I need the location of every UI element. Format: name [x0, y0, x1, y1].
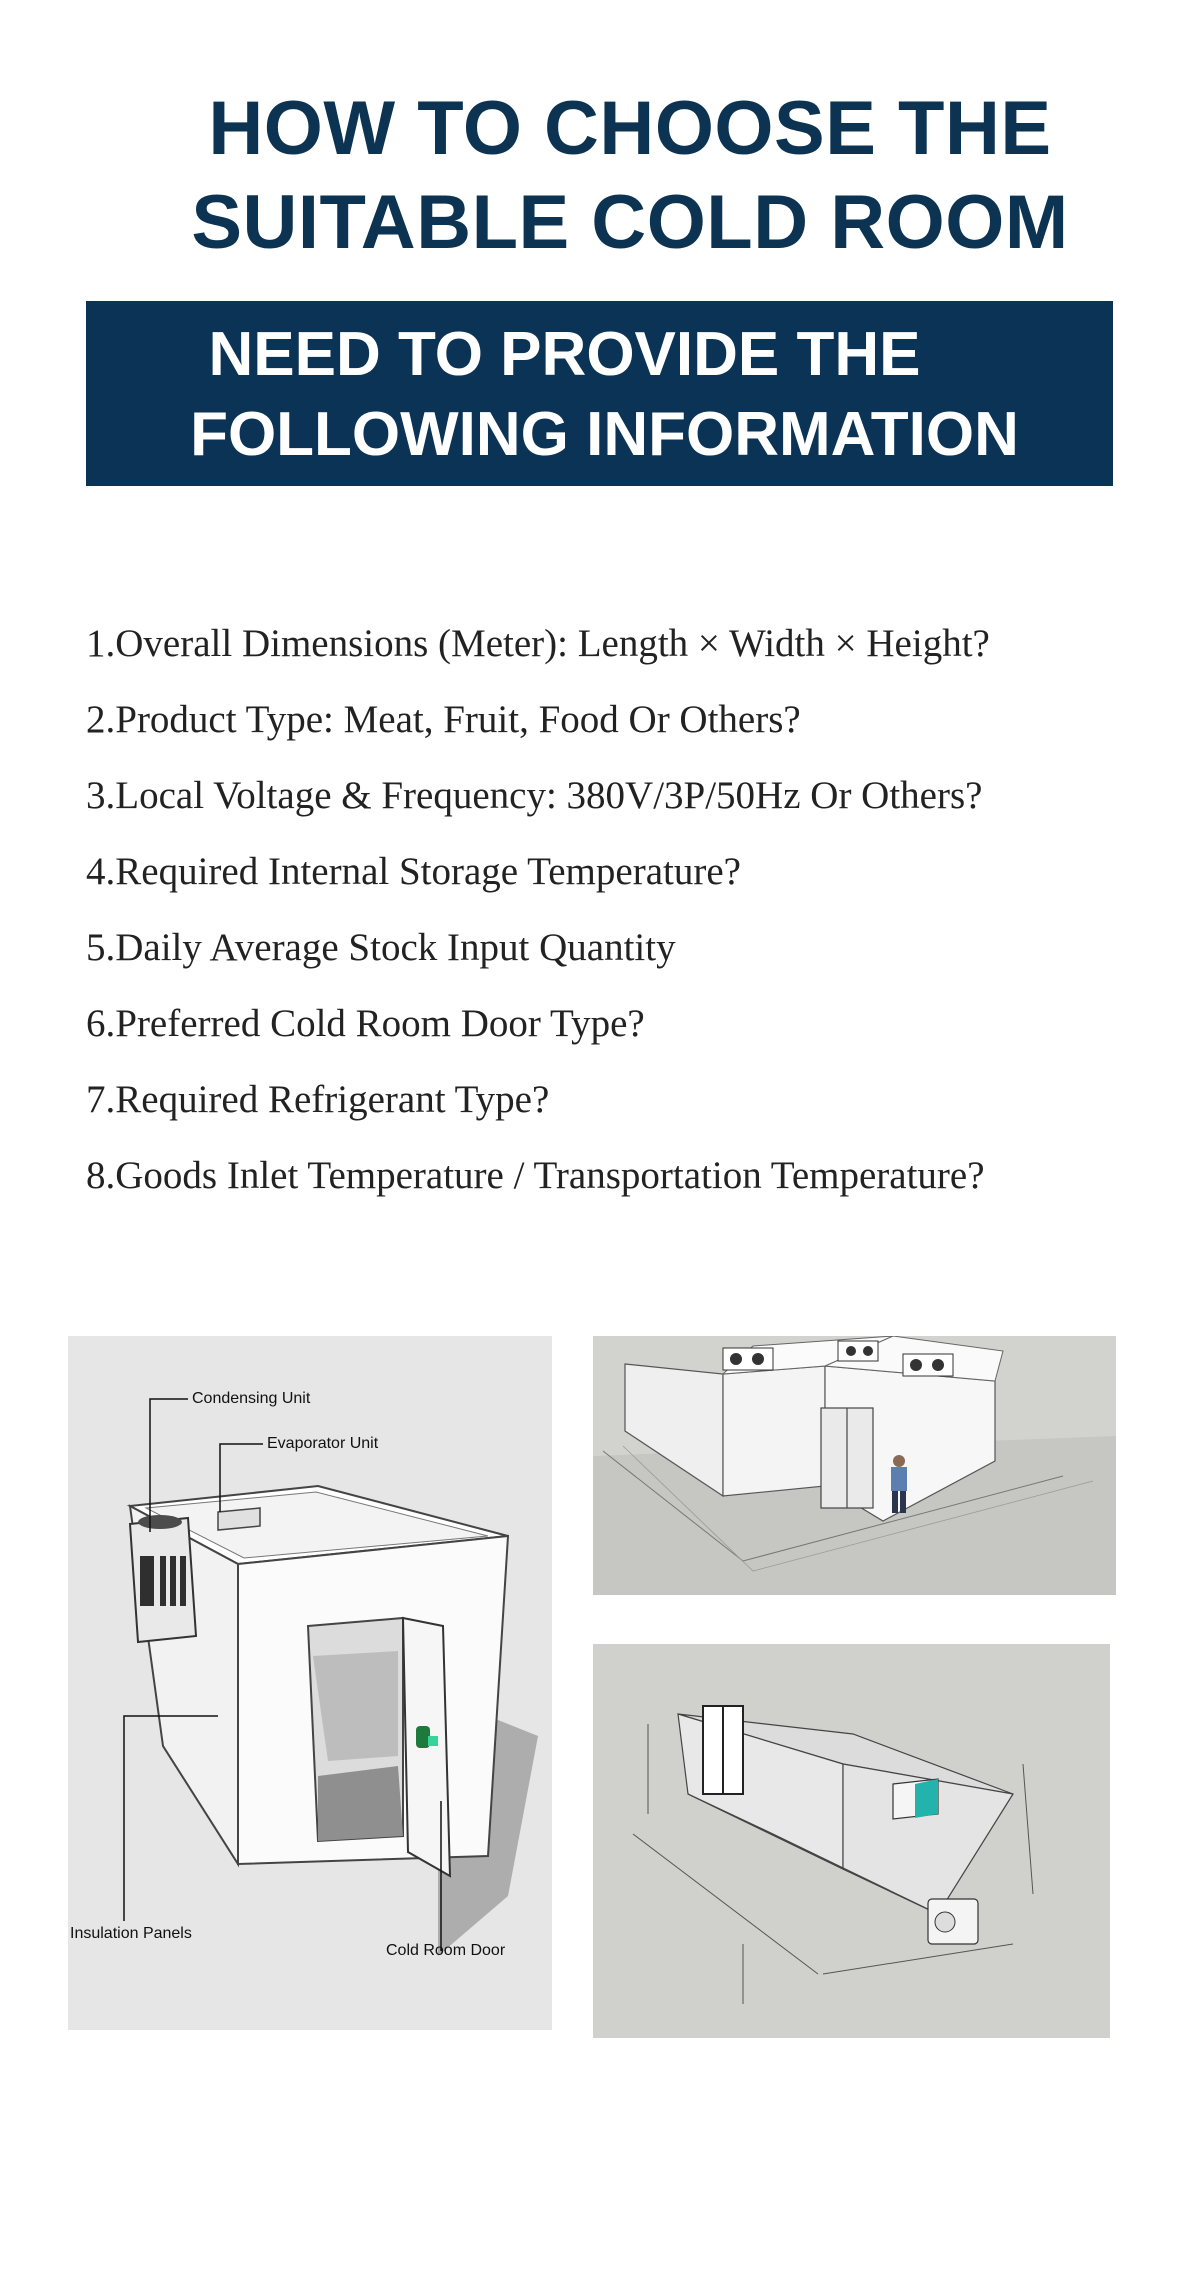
requirement-item-3: 3.Local Voltage & Frequency: 380V/3P/50Hz Or Others? — [86, 774, 983, 817]
banner-line-2: FOLLOWING INFORMATION — [190, 400, 1019, 469]
multi-room-illustration — [593, 1336, 1116, 1595]
insulation-panels-label: Insulation Panels — [70, 1925, 192, 1942]
requirement-item-8: 8.Goods Inlet Temperature / Transportation Temperature? — [86, 1154, 985, 1197]
title-line-2: SUITABLE COLD ROOM — [191, 180, 1069, 265]
info-banner — [86, 301, 1113, 486]
page-title — [0, 82, 1200, 270]
requirement-item-5: 5.Daily Average Stock Input Quantity — [86, 926, 676, 969]
cold-room-door-label: Cold Room Door — [386, 1942, 506, 1959]
requirements-list — [86, 608, 1146, 1216]
banner-line-1: NEED TO PROVIDE THE — [208, 320, 921, 389]
requirement-item-7: 7.Required Refrigerant Type? — [86, 1078, 550, 1121]
dimensioned-room-render — [593, 1644, 1110, 2038]
requirement-item-2: 2.Product Type: Meat, Fruit, Food Or Others? — [86, 698, 801, 741]
multi-room-render — [593, 1336, 1116, 1595]
requirement-item-1: 1.Overall Dimensions (Meter): Length × Width × Height? — [86, 622, 990, 665]
requirement-item-4: 4.Required Internal Storage Temperature? — [86, 850, 741, 893]
requirement-item-6: 6.Preferred Cold Room Door Type? — [86, 1002, 645, 1045]
dimensioned-room-illustration — [593, 1644, 1110, 2038]
title-line-1: HOW TO CHOOSE THE — [208, 86, 1052, 171]
condensing-unit-label: Condensing Unit — [192, 1390, 311, 1407]
cold-room-diagram — [68, 1336, 552, 2030]
evaporator-unit-label: Evaporator Unit — [267, 1435, 379, 1452]
